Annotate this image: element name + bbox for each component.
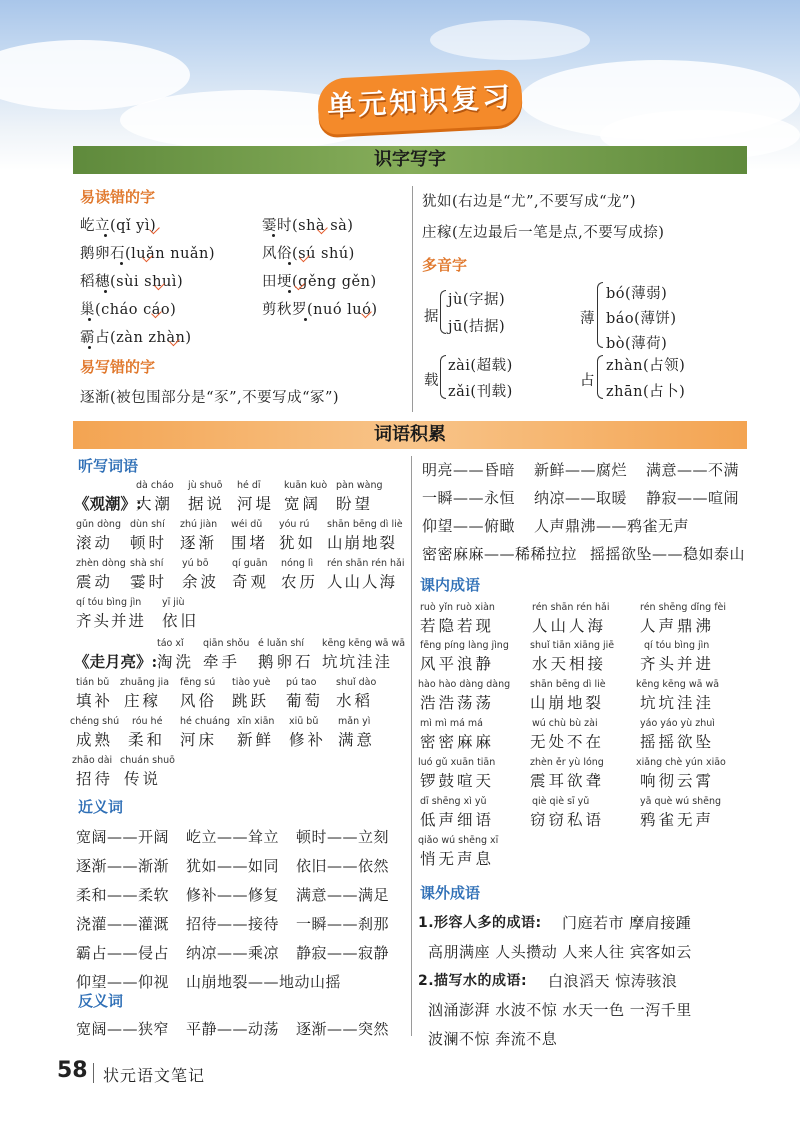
synonym-pair: 逐渐——渐渐: [76, 857, 170, 875]
idiom: 坑坑洼洼: [640, 694, 715, 712]
idiom: 锣鼓喧天: [420, 772, 495, 790]
idiom: 山崩地裂: [530, 694, 605, 712]
polyphone-reading: zǎi(刊载): [448, 384, 513, 400]
cloud-decoration: [430, 20, 590, 60]
emphasis-dot: [304, 318, 307, 321]
pinyin: kēng kēng wā wā: [636, 679, 720, 690]
dictation-word: 人山人海: [327, 573, 398, 591]
polyphone-reading: zài(超载): [448, 358, 513, 374]
synonym-pair: 犹如——如同: [186, 857, 280, 875]
heading-idioms-extra: 课外成语: [420, 884, 481, 902]
misread-item: 田埂(gěng gěn): [262, 274, 377, 290]
antonym-pair: 一瞬——永恒: [422, 489, 516, 507]
dictation-word: 农历: [281, 573, 319, 591]
polyphone-reading: jū(拮据): [448, 319, 506, 335]
antonym-pair: 静寂——喧闹: [646, 489, 740, 507]
idiom: 风平浪静: [420, 655, 495, 673]
dictation-word: 据说: [188, 495, 226, 513]
synonym-pair: 顿时——立刻: [296, 828, 390, 846]
pinyin: dī shēng xì yǔ: [420, 796, 487, 807]
pinyin: qí guān: [232, 558, 268, 569]
brace-icon: [440, 290, 446, 334]
pinyin: rén shēng dǐng fèi: [640, 602, 727, 613]
synonym-pair: 招待——接待: [186, 915, 280, 933]
antonym-pair: 摇摇欲坠——稳如泰山: [590, 545, 746, 563]
misread-item: 巢(cháo cáo): [80, 302, 177, 318]
pinyin: hé dī: [237, 480, 261, 491]
dictation-word: 新鲜: [237, 731, 275, 749]
antonym-pair: 纳凉——取暖: [534, 489, 628, 507]
idiom-list: 汹涌澎湃 水波不惊 水天一色 一泻千里: [428, 1001, 692, 1019]
pinyin: yáo yáo yù zhuì: [640, 718, 715, 729]
dictation-word: 水稻: [336, 692, 374, 710]
pinyin: qí tóu bìng jìn: [76, 597, 142, 608]
column-divider: [411, 456, 412, 1036]
dictation-word: 淘洗: [157, 653, 195, 671]
dictation-word: 柔和: [128, 731, 166, 749]
pinyin: yī jiù: [162, 597, 185, 608]
emphasis-dot: [88, 318, 91, 321]
heading-antonyms: 反义词: [78, 992, 124, 1010]
section-band-vocabulary: 词语积累: [73, 421, 747, 449]
pinyin: ruò yǐn ruò xiàn: [420, 602, 495, 613]
pinyin: hào hào dàng dàng: [418, 679, 511, 690]
synonym-pair: 修补——修复: [186, 886, 280, 904]
dictation-word: 霎时: [130, 573, 168, 591]
column-divider: [412, 186, 413, 412]
pinyin: tián bǔ: [76, 677, 110, 688]
idiom: 低声细语: [420, 811, 495, 829]
dictation-word: 河床: [180, 731, 218, 749]
dictation-word: 河堤: [237, 495, 275, 513]
dictation-word: 逐渐: [180, 534, 218, 552]
dictation-word: 牵手: [203, 653, 241, 671]
dictation-word: 鹅卵石: [258, 653, 314, 671]
dictation-word: 大潮: [136, 495, 174, 513]
miswrite-item: 庄稼(左边最后一笔是点,不要写成捺): [422, 225, 665, 241]
polyphone-reading: zhān(占卜): [606, 384, 686, 400]
pinyin: pàn wàng: [336, 480, 383, 491]
heading-dictation: 听写词语: [78, 457, 139, 475]
dictation-word: 成熟: [76, 731, 114, 749]
misread-item: 风俗(sú shú): [262, 246, 355, 262]
polyphone-reading: bó(薄弱): [606, 286, 668, 302]
dictation-word: 风俗: [180, 692, 218, 710]
section-band-literacy: 识字写字: [73, 146, 747, 174]
pinyin: mǎn yì: [338, 716, 371, 727]
pinyin: nóng lì: [281, 558, 314, 569]
synonym-pair: 纳凉——乘凉: [186, 944, 280, 962]
pinyin: qiān shǒu: [203, 638, 250, 649]
pinyin: yú bō: [182, 558, 209, 569]
pinyin: táo xǐ: [157, 638, 184, 649]
pinyin: shān bēng dì liè: [327, 519, 403, 530]
dictation-word: 宽阔: [284, 495, 322, 513]
pinyin: kēng kēng wā wā: [322, 638, 406, 649]
antonym-pair: 人声鼎沸——鸦雀无声: [534, 517, 690, 535]
antonym-pair: 密密麻麻——稀稀拉拉: [422, 545, 578, 563]
dictation-word: 山崩地裂: [327, 534, 398, 552]
idiom: 人山人海: [532, 617, 607, 635]
polyphone-char: 载: [424, 373, 439, 389]
idiom: 水天相接: [532, 655, 607, 673]
synonym-pair: 屹立——耸立: [186, 828, 280, 846]
idiom-list: 高朋满座 人头攒动 人来人往 宾客如云: [428, 943, 692, 961]
dictation-word: 顿时: [130, 534, 168, 552]
dictation-word: 传说: [124, 770, 162, 788]
antonym-pair: 平静——动荡: [186, 1020, 280, 1038]
antonym-pair: 新鲜——腐烂: [534, 461, 628, 479]
pinyin: kuān kuò: [284, 480, 328, 491]
page-number: 58: [57, 1058, 88, 1083]
emphasis-dot: [88, 346, 91, 349]
brace-icon: [440, 355, 446, 399]
heading-synonyms: 近义词: [78, 798, 124, 816]
antonym-pair: 仰望——俯瞰: [422, 517, 516, 535]
idiom: 悄无声息: [420, 850, 495, 868]
pinyin: dùn shí: [130, 519, 165, 530]
pinyin: mì mì má má: [420, 718, 483, 729]
brace-icon: [597, 282, 603, 348]
synonym-pair: 浇灌——灌溉: [76, 915, 170, 933]
dictation-word: 跳跃: [232, 692, 270, 710]
misread-item: 霎时(shà sà): [262, 218, 354, 234]
pinyin: zhèn ěr yù lóng: [530, 757, 604, 768]
pinyin: tiào yuè: [232, 677, 271, 688]
idiom: 人声鼎沸: [640, 617, 715, 635]
heading-miswrite: 易写错的字: [80, 358, 156, 376]
pinyin: fēng píng làng jìng: [420, 640, 509, 651]
antonym-pair: 满意——不满: [646, 461, 740, 479]
pinyin: pú tao: [286, 677, 317, 688]
dictation-word: 葡萄: [286, 692, 324, 710]
pinyin: xiǎng chè yún xiāo: [636, 757, 726, 768]
pinyin: qiè qiè sī yǔ: [532, 796, 590, 807]
idiom-list: 门庭若市 摩肩接踵: [562, 914, 692, 932]
pinyin: yā què wú shēng: [640, 796, 722, 807]
idiom: 无处不在: [530, 733, 605, 751]
dictation-word: 修补: [289, 731, 327, 749]
emphasis-dot: [288, 262, 291, 265]
dictation-word: 填补: [76, 692, 114, 710]
misread-item: 剪秋罗(nuó luó): [262, 302, 378, 318]
dictation-word: 满意: [338, 731, 376, 749]
pinyin: yóu rú: [279, 519, 310, 530]
pinyin: shān bēng dì liè: [530, 679, 606, 690]
synonym-pair: 依旧——依然: [296, 857, 390, 875]
pinyin: chuán shuō: [120, 755, 175, 766]
pinyin: gǔn dòng: [76, 519, 121, 530]
dictation-word: 震动: [76, 573, 114, 591]
pinyin: róu hé: [132, 716, 163, 727]
dictation-word: 余波: [182, 573, 220, 591]
pinyin: luó gǔ xuān tiān: [418, 757, 496, 768]
dictation-word: 奇观: [232, 573, 270, 591]
pinyin: hé chuáng: [180, 716, 231, 727]
heading-polyphone: 多音字: [422, 256, 468, 274]
idiom: 震耳欲聋: [530, 772, 605, 790]
idiom: 摇摇欲坠: [640, 733, 715, 751]
dictation-word: 围堵: [231, 534, 269, 552]
miswrite-item: 犹如(右边是“尤”,不要写成“龙”): [422, 194, 637, 210]
page-title: 单元知识复习: [326, 80, 514, 123]
polyphone-reading: bò(薄荷): [606, 336, 668, 352]
pinyin: xiū bǔ: [289, 716, 319, 727]
idiom: 浩浩荡荡: [420, 694, 495, 712]
synonym-pair: 一瞬——刹那: [296, 915, 390, 933]
book-title: 状元语文笔记: [103, 1066, 206, 1085]
idiom: 密密麻麻: [420, 733, 495, 751]
idiom: 鸦雀无声: [640, 811, 715, 829]
polyphone-char: 占: [580, 373, 595, 389]
emphasis-dot: [104, 234, 107, 237]
pinyin: zhú jiàn: [180, 519, 218, 530]
polyphone-reading: zhàn(占领): [606, 358, 686, 374]
misread-item: 鹅卵石(luǎn nuǎn): [80, 246, 216, 262]
pinyin: zhāo dài: [72, 755, 113, 766]
emphasis-dot: [288, 290, 291, 293]
brace-icon: [597, 355, 603, 399]
polyphone-char: 据: [424, 309, 439, 325]
idiom-category-crowd: 1.形容人多的成语:: [418, 915, 542, 931]
pinyin: qiǎo wú shēng xī: [418, 835, 499, 846]
polyphone-reading: báo(薄饼): [606, 311, 677, 327]
dictation-word: 盼望: [336, 495, 374, 513]
dictation-word: 坑坑洼洼: [322, 653, 393, 671]
antonym-pair: 宽阔——狭窄: [76, 1020, 170, 1038]
dictation-word: 齐头并进: [76, 612, 147, 630]
emphasis-dot: [120, 262, 123, 265]
idiom: 齐头并进: [640, 655, 715, 673]
idiom: 窃窃私语: [530, 811, 605, 829]
idiom: 响彻云霄: [640, 772, 715, 790]
pinyin: wéi dǔ: [231, 519, 263, 530]
misread-item: 霸占(zàn zhàn): [80, 330, 192, 346]
heading-idioms-in-class: 课内成语: [420, 576, 481, 594]
dictation-word: 庄稼: [124, 692, 162, 710]
polyphone-char: 薄: [580, 311, 595, 327]
dictation-word: 滚动: [76, 534, 114, 552]
misread-item: 稻穗(sùi shuì): [80, 274, 184, 290]
idiom-category-water: 2.描写水的成语:: [418, 973, 528, 989]
pinyin: rén shān rén hǎi: [532, 602, 610, 613]
pinyin: shuǐ tiān xiāng jiē: [530, 640, 615, 651]
lesson-title-zouyueliang: 《走月亮》:: [74, 652, 158, 671]
dictation-word: 招待: [76, 770, 114, 788]
pinyin: shuǐ dào: [336, 677, 377, 688]
footer-divider: [93, 1063, 94, 1083]
dictation-word: 犹如: [279, 534, 317, 552]
pinyin: zhèn dòng: [76, 558, 126, 569]
synonym-pair: 柔和——柔软: [76, 886, 170, 904]
pinyin: rén shān rén hǎi: [327, 558, 405, 569]
synonym-pair: 仰望——仰视: [76, 973, 170, 991]
synonym-pair: 静寂——寂静: [296, 944, 390, 962]
pinyin: chéng shú: [70, 716, 120, 727]
synonym-pair: 宽阔——开阔: [76, 828, 170, 846]
pinyin: shà shí: [130, 558, 164, 569]
synonym-pair: 山崩地裂——地动山摇: [186, 973, 342, 991]
pinyin: qí tóu bìng jìn: [644, 640, 710, 651]
lesson-title-guanchao: 《观潮》:: [74, 494, 142, 513]
pinyin: fēng sú: [180, 677, 216, 688]
idiom-list: 波澜不惊 奔流不息: [428, 1030, 558, 1048]
miswrite-item: 逐渐(被包围部分是“豕”,不要写成“冢”): [80, 390, 340, 406]
pinyin: é luǎn shí: [258, 638, 304, 649]
dictation-word: 依旧: [162, 612, 200, 630]
pinyin: xīn xiān: [237, 716, 275, 727]
heading-misread: 易读错的字: [80, 188, 156, 206]
pinyin: wú chù bù zài: [532, 718, 598, 729]
emphasis-dot: [272, 234, 275, 237]
synonym-pair: 霸占——侵占: [76, 944, 170, 962]
polyphone-reading: jù(字据): [448, 292, 506, 308]
pinyin: dà cháo: [136, 480, 174, 491]
misread-item: 屹立(qǐ yì): [80, 218, 157, 234]
antonym-pair: 逐渐——突然: [296, 1020, 390, 1038]
idiom: 若隐若现: [420, 617, 495, 635]
emphasis-dot: [104, 290, 107, 293]
antonym-pair: 明亮——昏暗: [422, 461, 516, 479]
pinyin: zhuāng jia: [120, 677, 170, 688]
pinyin: jù shuō: [188, 480, 223, 491]
synonym-pair: 满意——满足: [296, 886, 390, 904]
idiom-list: 白浪滔天 惊涛骇浪: [548, 972, 678, 990]
